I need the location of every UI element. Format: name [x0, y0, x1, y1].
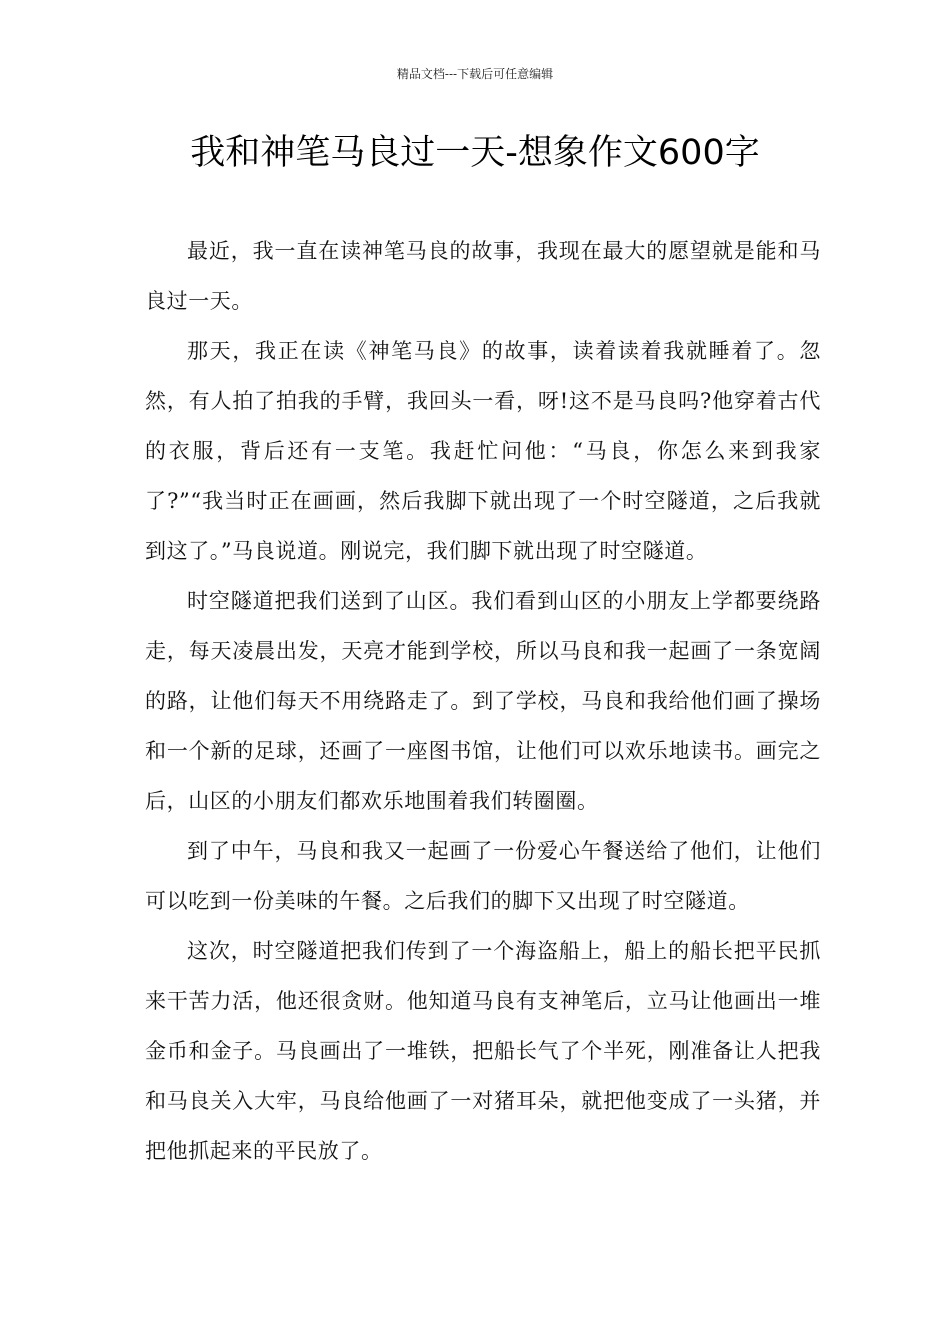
paragraph: 时空隧道把我们送到了山区。我们看到山区的小朋友上学都要绕路走，每天凌晨出发，天亮才能到学校，所以马良和我一起画了一条宽阔的路，让他们每天不用绕路走了。到了学校，马良和我给他们画了操场和一个新的足球，还画了一座图书馆，让他们可以欢乐地读书。画完之后，山区的小朋友们都欢乐地围着我们转圈圈。	[145, 589, 821, 813]
paragraph: 这次，时空隧道把我们传到了一个海盗船上，船上的船长把平民抓来干苦力活，他还很贪财。他知道马良有支神笔后，立马让他画出一堆金币和金子。马良画出了一堆铁，把船长气了个半死，刚准备让人把我和马良关入大牢，马良给他画了一对猪耳朵，就把他变成了一头猪，并把他抓起来的平民放了。	[145, 939, 821, 1163]
document-body	[145, 226, 821, 1176]
document-title: 我和神笔马良过一天-想象作文600字	[190, 133, 760, 173]
paragraph: 到了中午，马良和我又一起画了一份爱心午餐送给了他们，让他们可以吃到一份美味的午餐。之后我们的脚下又出现了时空隧道。	[145, 839, 821, 913]
header-note: 精品文档---下载后可任意编辑	[396, 67, 554, 81]
paragraph: 那天，我正在读《神笔马良》的故事，读着读着我就睡着了。忽然，有人拍了拍我的手臂，我回头一看，呀!这不是马良吗?他穿着古代的衣服，背后还有一支笔。我赶忙问他：“马良，你怎么来到我家了?”“我当时正在画画，然后我脚下就出现了一个时空隧道，之后我就到这了。”马良说道。刚说完，我们脚下就出现了时空隧道。	[145, 339, 821, 563]
paragraph: 最近，我一直在读神笔马良的故事，我现在最大的愿望就是能和马良过一天。	[145, 239, 821, 313]
